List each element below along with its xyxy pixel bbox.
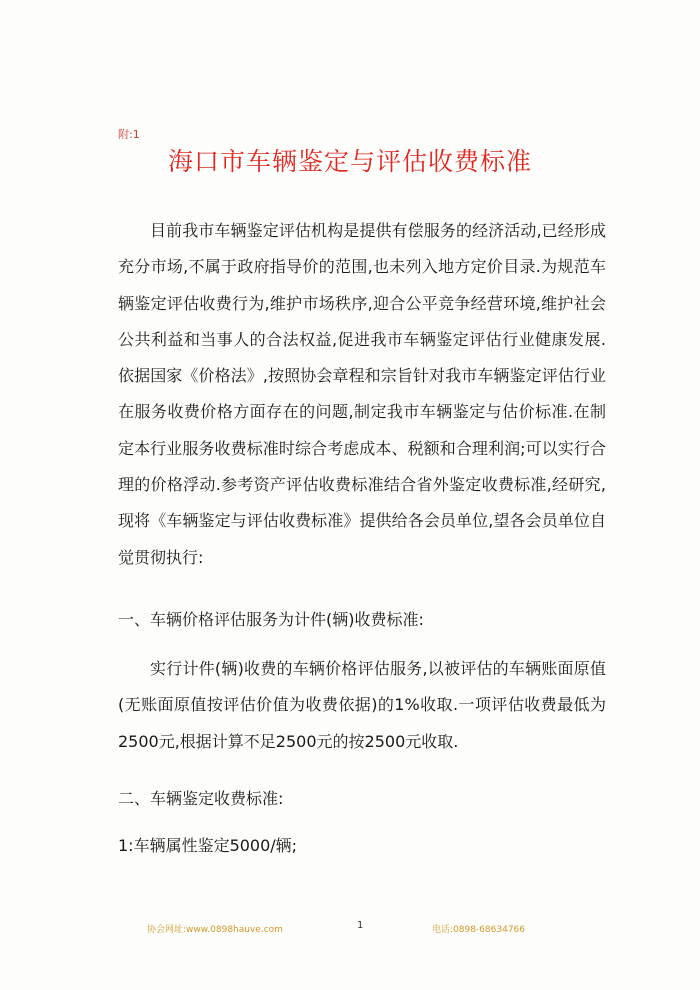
section1-heading: 一、车辆价格评估服务为计件(辆)收费标准:	[118, 610, 424, 629]
footer-phone: 电话:0898-68634766	[432, 925, 525, 935]
footer-website: 协会网址:www.0898hauve.com	[147, 925, 283, 935]
attachment-label: 附:1	[118, 128, 140, 141]
page-number: 1	[357, 920, 364, 931]
intro-paragraph: 目前我市车辆鉴定评估机构是提供有偿服务的经济活动,已经形成充分市场,不属于政府指导价的范围,也未列入地方定价目录.为规范车辆鉴定评估收费行为,维护市场秩序,迎合公平竞争经营环境,维护社会公共利益和当事人的合法权益,促进我市车辆鉴定评估行业健康发展.依据国家《价格法》,按照协会章程和宗旨针对我市车辆鉴定评估行业在服务收费价格方面存在的问题,制定我市车辆鉴定与估价标准.在制定本行业服务收费标准时综合考虑成本、税额和合理利润;可以实行合理的价格浮动.参考资产评估收费标准结合省外鉴定收费标准,经研究,现将《车辆鉴定与评估收费标准》提供给各会员单位,望各会员单位自觉贯彻执行:	[118, 221, 606, 567]
document-title: 海口市车辆鉴定与评估收费标准	[167, 147, 532, 176]
section2-item-1: 1:车辆属性鉴定5000/辆;	[118, 836, 298, 855]
section1-paragraph: 实行计件(辆)收费的车辆价格评估服务,以被评估的车辆账面原值(无账面原值按评估价值为收费依据)的1%收取.一项评估收费最低为2500元,根据计算不足2500元的按2500元收取.	[118, 659, 606, 751]
section2-heading: 二、车辆鉴定收费标准:	[118, 789, 284, 808]
